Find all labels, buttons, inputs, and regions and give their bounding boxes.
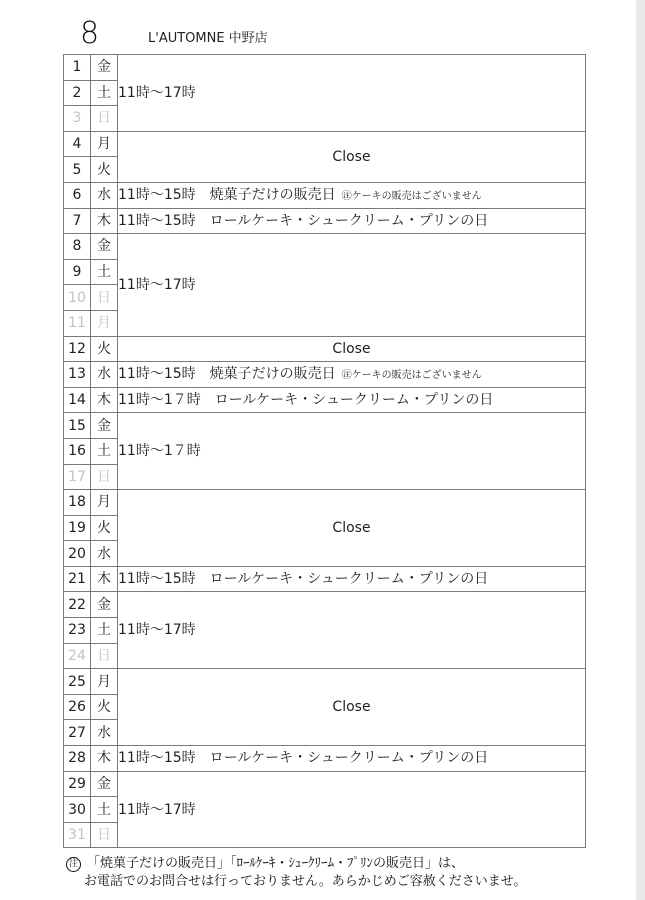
weekday: 日 [91,106,118,132]
weekday: 火 [91,515,118,541]
sale-detail: ロールケーキ・シュークリーム・プリンの日 [209,212,489,229]
hours-time: 11時〜15時 [118,212,196,229]
weekday: 土 [91,259,118,285]
day-number: 10 [64,285,91,311]
day-number: 22 [64,592,91,618]
close-label: Close [332,148,371,165]
day-number: 1 [64,55,91,81]
table-row [64,55,586,81]
closed-note [118,490,586,567]
footnote-text-1: 「焼菓子だけの販売日」「ﾛｰﾙｹｰｷ・ｼｭｰｸﾘｰﾑ・ﾌﾟﾘﾝの販売日」は、 [87,856,465,871]
sale-notice: ㊟ケーキの販売はございません [341,191,482,203]
sale-detail: ロールケーキ・シュークリーム・プリンの日 [209,571,489,588]
table-row [64,669,586,695]
hours-note [118,234,586,336]
day-number: 19 [64,515,91,541]
calendar-table [63,54,586,848]
day-number: 24 [64,643,91,669]
footnote [66,855,526,891]
hours-time: 11時〜1７時 [118,392,201,409]
day-number: 18 [64,490,91,516]
table-row [64,490,586,516]
weekday: 土 [91,797,118,823]
day-number: 17 [64,464,91,490]
month-number: 8 [80,16,100,51]
weekday: 水 [91,362,118,388]
hours-time: 11時〜1７時 [118,443,201,460]
weekday: 木 [91,387,118,413]
day-number: 16 [64,438,91,464]
hours-note [118,387,586,413]
table-row [64,208,586,234]
hours-time: 11時〜15時 [118,571,196,588]
day-number: 28 [64,746,91,772]
day-number: 11 [64,310,91,336]
table-row [64,336,586,362]
weekday: 月 [91,131,118,157]
weekday: 土 [91,438,118,464]
weekday: 土 [91,80,118,106]
weekday: 金 [91,413,118,439]
day-number: 23 [64,618,91,644]
table-row [64,771,586,797]
hours-note [118,55,586,132]
sale-detail: ロールケーキ・シュークリーム・プリンの日 [209,750,489,767]
day-number: 21 [64,566,91,592]
hours-time: 11時〜17時 [118,276,196,293]
day-number: 2 [64,80,91,106]
day-number: 27 [64,720,91,746]
table-row [64,413,586,439]
weekday: 火 [91,336,118,362]
table-row [64,746,586,772]
hours-time: 11時〜17時 [118,84,196,101]
day-number: 20 [64,541,91,567]
closed-note [118,336,586,362]
table-row [64,592,586,618]
weekday: 水 [91,720,118,746]
weekday: 木 [91,746,118,772]
weekday: 金 [91,592,118,618]
sale-detail: 焼菓子だけの販売日 [209,187,336,204]
day-number: 13 [64,362,91,388]
weekday: 火 [91,694,118,720]
hours-note [118,746,586,772]
weekday: 木 [91,208,118,234]
table-row [64,182,586,208]
day-number: 31 [64,822,91,848]
hours-time: 11時〜17時 [118,622,196,639]
weekday: 金 [91,771,118,797]
weekday: 日 [91,464,118,490]
day-number: 25 [64,669,91,695]
closed-note [118,669,586,746]
weekday: 金 [91,55,118,81]
weekday: 金 [91,234,118,260]
hours-time: 11時〜15時 [118,187,196,204]
weekday: 木 [91,566,118,592]
hours-note [118,362,586,388]
hours-time: 11時〜17時 [118,801,196,818]
store-name: L'AUTOMNE 中野店 [148,31,268,46]
table-row [64,566,586,592]
day-number: 8 [64,234,91,260]
weekday: 土 [91,618,118,644]
day-number: 6 [64,182,91,208]
sale-detail: ロールケーキ・シュークリーム・プリンの日 [214,392,494,409]
footnote-line-1 [66,855,526,873]
day-number: 30 [64,797,91,823]
hours-note [118,771,586,848]
day-number: 26 [64,694,91,720]
weekday: 月 [91,669,118,695]
weekday: 日 [91,285,118,311]
hours-note [118,182,586,208]
weekday: 火 [91,157,118,183]
table-row [64,362,586,388]
table-row [64,131,586,157]
closed-note [118,131,586,182]
sale-detail: 焼菓子だけの販売日 [209,366,336,383]
hours-time: 11時〜15時 [118,750,196,767]
weekday: 日 [91,822,118,848]
day-number: 5 [64,157,91,183]
hours-note [118,592,586,669]
day-number: 9 [64,259,91,285]
day-number: 7 [64,208,91,234]
weekday: 月 [91,490,118,516]
day-number: 15 [64,413,91,439]
day-number: 14 [64,387,91,413]
weekday: 水 [91,541,118,567]
page-edge [636,0,645,900]
day-number: 3 [64,106,91,132]
day-number: 4 [64,131,91,157]
footnote-line-2: お電話でのお問合せは行っておりません。あらかじめご容赦くださいませ。 [84,874,527,889]
close-label: Close [332,699,371,716]
day-number: 12 [64,336,91,362]
hours-note [118,566,586,592]
hours-time: 11時〜15時 [118,366,196,383]
close-label: Close [332,340,371,357]
weekday: 水 [91,182,118,208]
weekday: 日 [91,643,118,669]
weekday: 月 [91,310,118,336]
hours-note [118,208,586,234]
table-row [64,234,586,260]
close-label: Close [332,519,371,536]
note-mark-icon: 注 [66,857,81,872]
table-row [64,387,586,413]
hours-note [118,413,586,490]
day-number: 29 [64,771,91,797]
sale-notice: ㊟ケーキの販売はございません [341,370,482,382]
